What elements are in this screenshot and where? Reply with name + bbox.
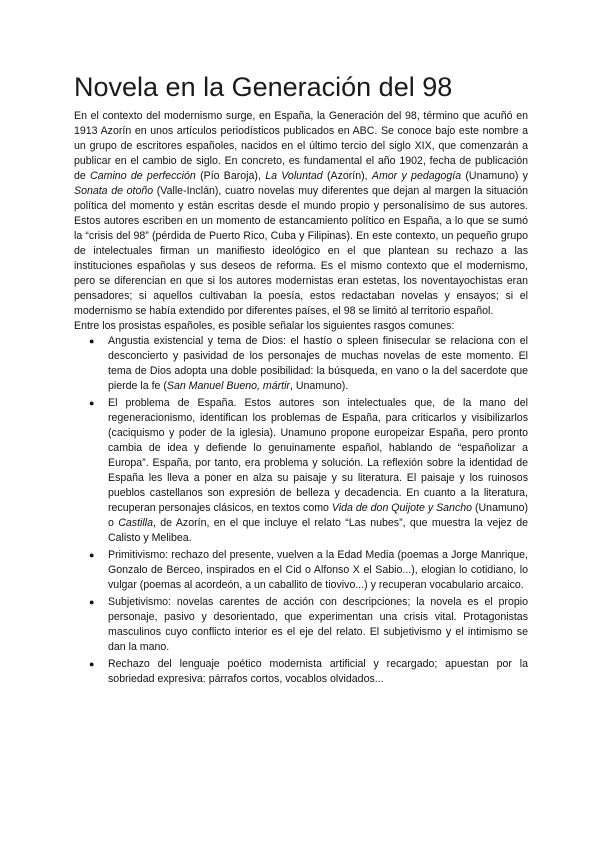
list-item — [74, 548, 528, 593]
bullet-icon: ● — [89, 597, 95, 607]
document-body — [74, 109, 528, 687]
bullet-icon: ● — [89, 336, 95, 346]
item-text: El problema de España. Estos autores son intelectuales que, de la mano del regeneracionismo, identifican los problemas de España, para criticarlos y visibilizarlos (caciquismo y poder de la iglesia). Unamuno propone europeizar España, pero pronto cambia de idea y defiende lo genuinamente español, hablando de “españolizar a Europa”. España, por tanto, era problema y solución. La reflexión sobre la identidad de España les lleva a poner en alza su paisaje y su literatura. El paisaje y los ruinosos pueblos castellanos son expresión de belleza y decadencia. En cuanto a la literatura, recuperan personajes clásicos, en textos como — [108, 397, 528, 514]
item-text: , Unamuno). — [289, 380, 349, 392]
item-text: (Unamuno) o — [108, 502, 528, 529]
bullet-icon: ● — [89, 398, 95, 408]
list-item — [74, 657, 528, 687]
intro-text: (Unamuno) y — [461, 170, 528, 182]
intro-text: (Pío Baroja), — [195, 170, 266, 182]
list-item — [74, 396, 528, 546]
item-text: Rechazo del lenguaje poético modernista artificial y recargado; apuestan por la sobriedad expresiva: párrafos cortos, vocablos olvidados... — [108, 658, 528, 685]
intro-paragraph — [74, 109, 528, 319]
intro-text: (Valle-Inclán), cuatro novelas muy diferentes que dejan al margen la situación política del momento y están escritas desde el mundo propio y personalísimo de sus autores. Estos autores escriben en un momento de estancamiento político en España, a lo que se sumó la “crisis del 98” (pérdida de Puerto Rico, Cuba y Filipinas). En este contexto, un pequeño grupo de intelectuales firman un manifiesto ideológico en el que plantean su rechazo a las instituciones españolas y sus deseos de reforma. Es el mismo contexto que el modernismo, pero se diferencian en que si los autores modernistas eran estetas, los noventayochistas eran pensadores; si aquellos cultivaban la poesía, estos redactaban novelas y ensayos; si el modernismo se había extendido por diferentes países, el 98 se limitó al territorio español. — [74, 185, 528, 317]
item-text: , de Azorín, en el que incluye el relato “Las nubes”, que muestra la vejez de Calisto y Melibea. — [108, 517, 528, 544]
work-title: La Voluntad — [265, 170, 323, 182]
page-title: Novela en la Generación del 98 — [74, 72, 453, 102]
work-title: Camino de perfección — [90, 170, 196, 182]
list-item — [74, 595, 528, 655]
traits-list — [74, 334, 528, 687]
work-title: Amor y pedagogía — [371, 170, 462, 182]
work-title: Sonata de otoño — [74, 185, 154, 197]
work-title: San Manuel Bueno, mártir — [166, 380, 290, 392]
item-text: Primitivismo: rechazo del presente, vuelven a la Edad Media (poemas a Jorge Manrique, Gonzalo de Berceo, inspirados en el Cid o Alfonso X el Sabio...), elogian lo cotidiano, lo vulgar (poemas al acordeón, a un caballito de tiovivo...) y recuperan vocabulario arcaico. — [108, 549, 528, 591]
item-text: Subjetivismo: novelas carentes de acción con descripciones; la novela es el propio personaje, pasivo y desorientado, que experimentan una crisis vital. Protagonistas masculinos cuyo conflicto interior es el eje del relato. El subjetivismo y el intimismo se dan la mano. — [108, 596, 528, 653]
item-text: Angustia existencial y tema de Dios: el hastío o spleen finisecular se relaciona con el desconcierto y pasividad de los personajes de muchas novelas de este momento. El tema de Dios adopta una doble posibilidad: la búsqueda, en vano o la del sacerdote que pierde la fe ( — [108, 335, 528, 392]
lead-paragraph: Entre los prosistas españoles, es posible señalar los siguientes rasgos comunes: — [74, 320, 455, 332]
work-title: Vida de don Quijote y Sancho — [331, 502, 473, 514]
intro-text: (Azorín), — [322, 170, 372, 182]
work-title: Castilla — [118, 517, 153, 529]
bullet-icon: ● — [89, 659, 95, 669]
bullet-icon: ● — [89, 550, 95, 560]
list-item — [74, 334, 528, 394]
intro-text: En el contexto del modernismo surge, en España, la Generación del 98, término que acuñó en 1913 Azorín en unos artículos periodísticos publicados en ABC. Se conoce bajo este nombre a un grupo de escritores españoles, nacidos en el último tercio del siglo XIX, que comenzarán a publicar en el cambio de siglo. En concreto, es fundamental el año 1902, fecha de publicación de — [74, 110, 528, 182]
